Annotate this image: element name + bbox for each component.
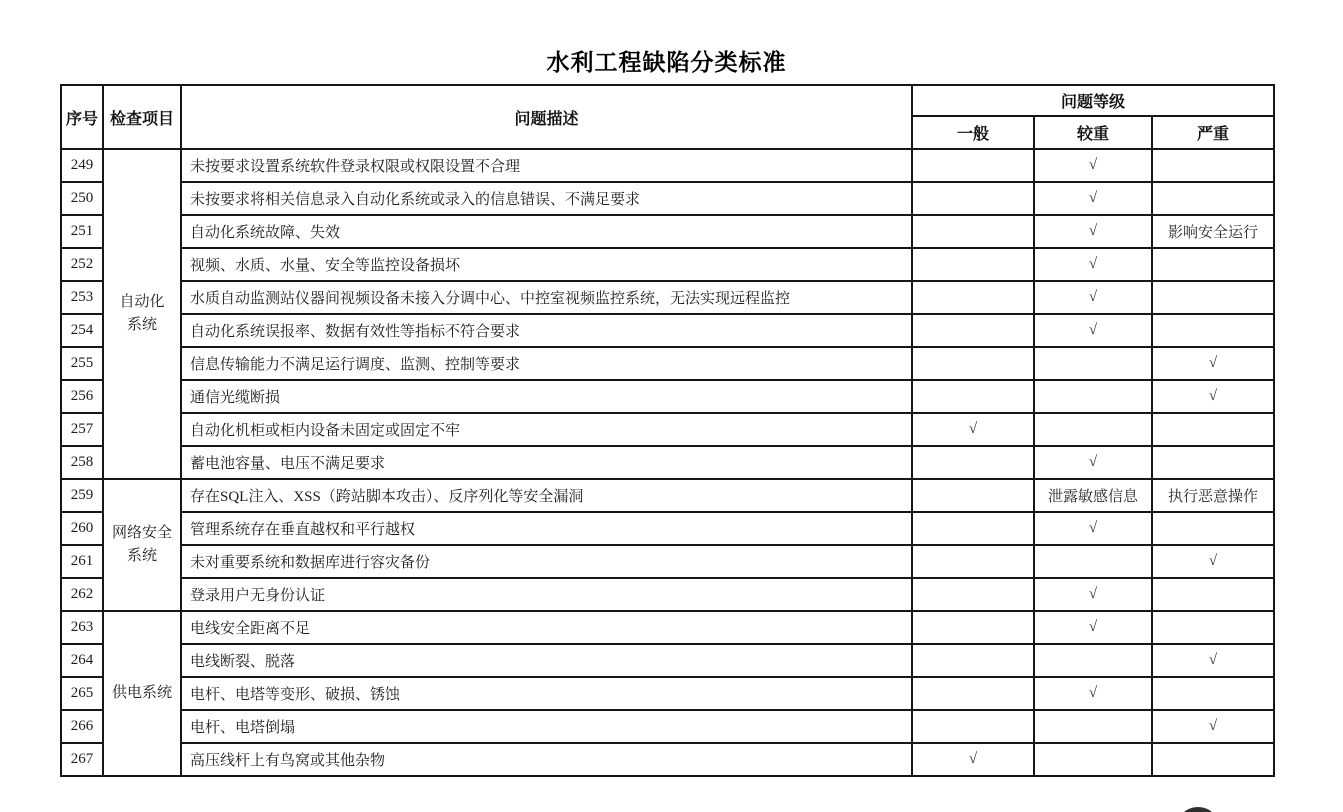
level-general-cell bbox=[912, 446, 1034, 479]
level-general-cell bbox=[912, 644, 1034, 677]
level-general-cell bbox=[912, 248, 1034, 281]
level-serious-cell bbox=[1034, 710, 1152, 743]
level-severe-cell bbox=[1152, 413, 1274, 446]
description-cell: 水质自动监测站仪器间视频设备未接入分调中心、中控室视频监控系统，无法实现远程监控 bbox=[181, 281, 912, 314]
table-row bbox=[61, 545, 1274, 578]
description-cell: 未按要求设置系统软件登录权限或权限设置不合理 bbox=[181, 149, 912, 182]
level-serious-cell: √ bbox=[1034, 677, 1152, 710]
level-serious-cell bbox=[1034, 743, 1152, 776]
level-general-cell bbox=[912, 314, 1034, 347]
level-severe-cell bbox=[1152, 149, 1274, 182]
level-general-cell bbox=[912, 479, 1034, 512]
level-severe-cell: √ bbox=[1152, 644, 1274, 677]
table-row bbox=[61, 149, 1274, 182]
description-cell: 自动化系统故障、失效 bbox=[181, 215, 912, 248]
level-severe-cell bbox=[1152, 677, 1274, 710]
level-general-cell bbox=[912, 677, 1034, 710]
level-serious-cell bbox=[1034, 380, 1152, 413]
level-severe-cell bbox=[1152, 446, 1274, 479]
level-serious-cell: √ bbox=[1034, 512, 1152, 545]
level-serious-cell: √ bbox=[1034, 215, 1152, 248]
row-number-cell: 251 bbox=[61, 215, 103, 248]
level-serious-cell: √ bbox=[1034, 149, 1152, 182]
level-general-cell bbox=[912, 281, 1034, 314]
category-cell: 自动化 系统 bbox=[103, 149, 181, 479]
floating-widget-partial[interactable] bbox=[1176, 807, 1220, 812]
row-number-cell: 250 bbox=[61, 182, 103, 215]
header-level-severe: 严重 bbox=[1152, 116, 1274, 149]
level-serious-cell: √ bbox=[1034, 314, 1152, 347]
row-number-cell: 264 bbox=[61, 644, 103, 677]
row-number-cell: 260 bbox=[61, 512, 103, 545]
table-row bbox=[61, 512, 1274, 545]
level-general-cell bbox=[912, 578, 1034, 611]
table-row bbox=[61, 182, 1274, 215]
category-cell: 供电系统 bbox=[103, 611, 181, 776]
defect-classification-table bbox=[60, 84, 1275, 777]
level-severe-cell bbox=[1152, 578, 1274, 611]
row-number-cell: 265 bbox=[61, 677, 103, 710]
row-number-cell: 263 bbox=[61, 611, 103, 644]
level-severe-cell bbox=[1152, 314, 1274, 347]
header-problem-level-group: 问题等级 bbox=[912, 85, 1274, 116]
description-cell: 视频、水质、水量、安全等监控设备损坏 bbox=[181, 248, 912, 281]
table-row bbox=[61, 413, 1274, 446]
row-number-cell: 266 bbox=[61, 710, 103, 743]
description-cell: 通信光缆断损 bbox=[181, 380, 912, 413]
level-serious-cell bbox=[1034, 347, 1152, 380]
row-number-cell: 261 bbox=[61, 545, 103, 578]
table-header bbox=[61, 85, 1274, 149]
level-general-cell bbox=[912, 182, 1034, 215]
level-severe-cell: √ bbox=[1152, 545, 1274, 578]
table-row bbox=[61, 281, 1274, 314]
header-level-general: 一般 bbox=[912, 116, 1034, 149]
level-general-cell: √ bbox=[912, 743, 1034, 776]
header-no: 序号 bbox=[61, 85, 103, 149]
table-row bbox=[61, 248, 1274, 281]
level-severe-cell: 执行恶意操作 bbox=[1152, 479, 1274, 512]
row-number-cell: 249 bbox=[61, 149, 103, 182]
table-row bbox=[61, 611, 1274, 644]
table-row bbox=[61, 743, 1274, 776]
row-number-cell: 259 bbox=[61, 479, 103, 512]
level-general-cell bbox=[912, 512, 1034, 545]
table-row bbox=[61, 380, 1274, 413]
level-serious-cell: √ bbox=[1034, 281, 1152, 314]
level-serious-cell bbox=[1034, 545, 1152, 578]
row-number-cell: 252 bbox=[61, 248, 103, 281]
header-level-serious: 较重 bbox=[1034, 116, 1152, 149]
row-number-cell: 257 bbox=[61, 413, 103, 446]
level-severe-cell: √ bbox=[1152, 347, 1274, 380]
row-number-cell: 256 bbox=[61, 380, 103, 413]
row-number-cell: 258 bbox=[61, 446, 103, 479]
level-severe-cell bbox=[1152, 512, 1274, 545]
level-serious-cell bbox=[1034, 413, 1152, 446]
table-row bbox=[61, 677, 1274, 710]
description-cell: 存在SQL注入、XSS（跨站脚本攻击）、反序列化等安全漏洞 bbox=[181, 479, 912, 512]
level-serious-cell: √ bbox=[1034, 611, 1152, 644]
level-serious-cell: 泄露敏感信息 bbox=[1034, 479, 1152, 512]
description-cell: 蓄电池容量、电压不满足要求 bbox=[181, 446, 912, 479]
table-row bbox=[61, 347, 1274, 380]
description-cell: 信息传输能力不满足运行调度、监测、控制等要求 bbox=[181, 347, 912, 380]
level-serious-cell: √ bbox=[1034, 446, 1152, 479]
level-general-cell bbox=[912, 149, 1034, 182]
description-cell: 登录用户无身份认证 bbox=[181, 578, 912, 611]
level-general-cell bbox=[912, 710, 1034, 743]
table-row bbox=[61, 314, 1274, 347]
level-general-cell bbox=[912, 380, 1034, 413]
page-title: 水利工程缺陷分类标准 bbox=[546, 49, 787, 75]
description-cell: 自动化系统误报率、数据有效性等指标不符合要求 bbox=[181, 314, 912, 347]
description-cell: 电杆、电塔等变形、破损、锈蚀 bbox=[181, 677, 912, 710]
level-severe-cell bbox=[1152, 611, 1274, 644]
level-serious-cell: √ bbox=[1034, 182, 1152, 215]
row-number-cell: 255 bbox=[61, 347, 103, 380]
level-general-cell bbox=[912, 545, 1034, 578]
table-row bbox=[61, 644, 1274, 677]
table-row bbox=[61, 446, 1274, 479]
category-cell: 网络安全 系统 bbox=[103, 479, 181, 611]
level-severe-cell bbox=[1152, 743, 1274, 776]
level-severe-cell bbox=[1152, 182, 1274, 215]
description-cell: 自动化机柜或柜内设备未固定或固定不牢 bbox=[181, 413, 912, 446]
level-serious-cell bbox=[1034, 644, 1152, 677]
description-cell: 电线安全距离不足 bbox=[181, 611, 912, 644]
level-severe-cell: √ bbox=[1152, 710, 1274, 743]
description-cell: 未按要求将相关信息录入自动化系统或录入的信息错误、不满足要求 bbox=[181, 182, 912, 215]
description-cell: 高压线杆上有鸟窝或其他杂物 bbox=[181, 743, 912, 776]
row-number-cell: 262 bbox=[61, 578, 103, 611]
table-row bbox=[61, 479, 1274, 512]
description-cell: 电线断裂、脱落 bbox=[181, 644, 912, 677]
header-inspection-item: 检查项目 bbox=[103, 85, 181, 149]
level-general-cell bbox=[912, 215, 1034, 248]
row-number-cell: 253 bbox=[61, 281, 103, 314]
level-severe-cell: √ bbox=[1152, 380, 1274, 413]
table-row bbox=[61, 578, 1274, 611]
level-severe-cell bbox=[1152, 281, 1274, 314]
level-severe-cell: 影响安全运行 bbox=[1152, 215, 1274, 248]
row-number-cell: 254 bbox=[61, 314, 103, 347]
level-serious-cell: √ bbox=[1034, 248, 1152, 281]
header-problem-description: 问题描述 bbox=[181, 85, 912, 149]
header-row-1 bbox=[61, 85, 1274, 116]
level-general-cell bbox=[912, 611, 1034, 644]
description-cell: 未对重要系统和数据库进行容灾备份 bbox=[181, 545, 912, 578]
level-general-cell: √ bbox=[912, 413, 1034, 446]
row-number-cell: 267 bbox=[61, 743, 103, 776]
table-row bbox=[61, 215, 1274, 248]
description-cell: 管理系统存在垂直越权和平行越权 bbox=[181, 512, 912, 545]
table-body bbox=[61, 149, 1274, 776]
level-general-cell bbox=[912, 347, 1034, 380]
level-severe-cell bbox=[1152, 248, 1274, 281]
table-row bbox=[61, 710, 1274, 743]
level-serious-cell: √ bbox=[1034, 578, 1152, 611]
description-cell: 电杆、电塔倒塌 bbox=[181, 710, 912, 743]
